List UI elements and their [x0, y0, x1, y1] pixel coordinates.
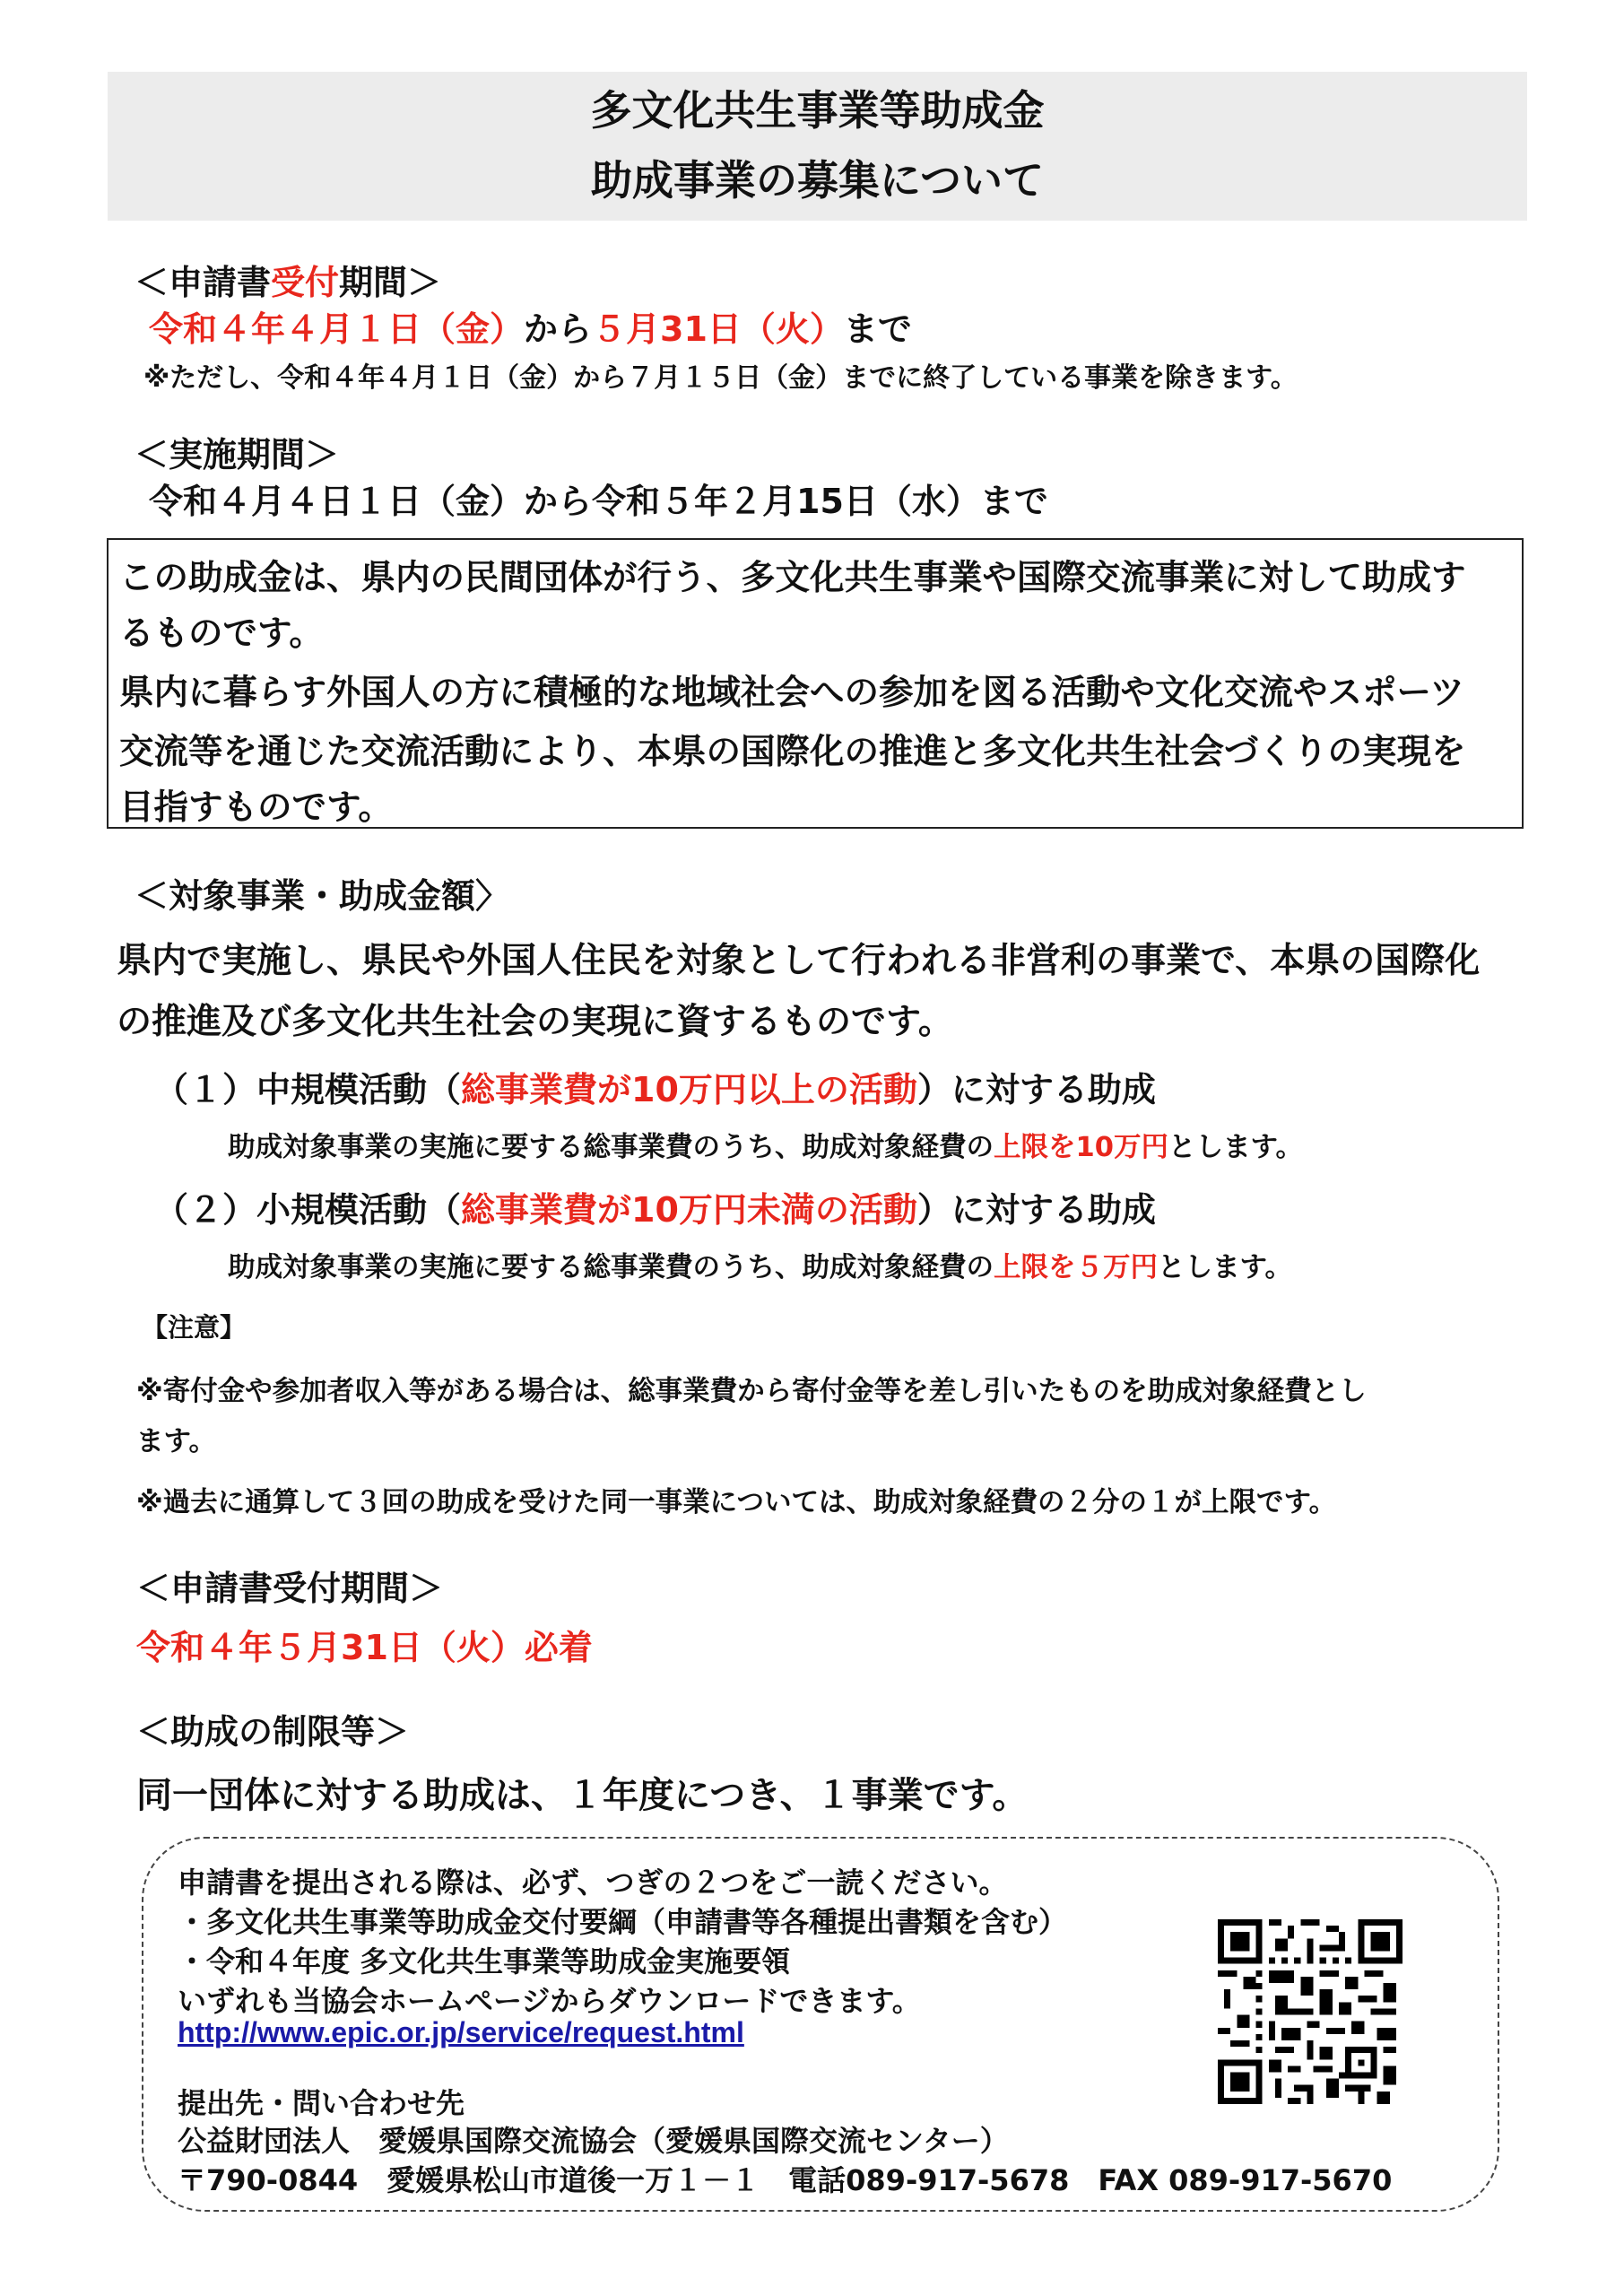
heading-highlight: 受付: [271, 263, 340, 302]
start-date: 令和４年４月１日（金）: [149, 309, 525, 349]
item-label: （２）小規模活動（: [154, 1190, 462, 1230]
download-link[interactable]: http://www.epic.or.jp/service/request.html: [178, 2016, 744, 2048]
medium-activity-detail: [228, 1125, 1303, 1164]
detail-text: とします。: [1168, 1132, 1304, 1163]
caution-note: ます。: [136, 1426, 217, 1457]
item-label: ）に対する助成: [916, 1070, 1156, 1109]
info-line: いずれも当協会ホームページからダウンロードできます。: [178, 1984, 921, 2018]
small-activity-detail: [228, 1245, 1292, 1284]
implementation-period-heading: ＜実施期間＞: [135, 435, 340, 474]
application-period-dates: [149, 301, 912, 351]
item-label: （１）中規模活動（: [154, 1070, 462, 1109]
intro-line: 目指すものです。: [119, 787, 393, 828]
item-label: ）に対する助成: [916, 1190, 1156, 1230]
info-line: ・令和４年度 多文化共生事業等助成金実施要領: [178, 1944, 791, 1979]
implementation-period-text: 令和４月４日１日（金）から令和５年２月15日（水）まで: [149, 482, 1048, 521]
target-heading: ＜対象事業・助成金額〉: [135, 876, 510, 916]
target-description: の推進及び多文化共生社会の実現に資するものです。: [117, 1002, 953, 1042]
intro-line: るものです。: [119, 613, 324, 654]
detail-text: とします。: [1158, 1252, 1293, 1283]
caution-heading: 【注意】: [142, 1312, 247, 1343]
date-suffix: まで: [843, 309, 912, 349]
qr-code-icon[interactable]: [1218, 1919, 1403, 2104]
end-date: ５月31日（火）: [592, 309, 844, 349]
detail-text: 助成対象事業の実施に要する総事業費のうち、助成対象経費の: [228, 1252, 994, 1283]
page-subtitle: 助成事業の募集について: [590, 156, 1045, 204]
deadline-heading: ＜申請書受付期間＞: [136, 1569, 444, 1608]
intro-box: [107, 538, 1524, 829]
deadline-text: 令和４年５月31日（火）必着: [136, 1628, 593, 1667]
contact-heading: 提出先・問い合わせ先: [178, 2086, 465, 2120]
detail-highlight: 上限を５万円: [994, 1252, 1158, 1283]
caution-note: ※寄付金や参加者収入等がある場合は、総事業費から寄付金等を差し引いたものを助成対象経費とし: [136, 1376, 1367, 1407]
page-title: 多文化共生事業等助成金: [590, 86, 1045, 135]
detail-text: 助成対象事業の実施に要する総事業費のうち、助成対象経費の: [228, 1132, 994, 1163]
intro-line: この助成金は、県内の民間団体が行う、多文化共生事業や国際交流事業に対して助成す: [119, 558, 1466, 598]
date-connector: から: [524, 309, 593, 349]
contact-address: 〒790-0844 愛媛県松山市道後一万１－１ 電話089-917-5678 FAX 089-917-5670: [178, 2163, 1393, 2197]
limits-heading: ＜助成の制限等＞: [136, 1712, 410, 1752]
small-activity-item: [154, 1182, 1156, 1231]
info-line: 申請書を提出される際は、必ず、つぎの２つをご一読ください。: [178, 1866, 1008, 1900]
heading-text: ＜申請書: [135, 263, 272, 302]
caution-note: ※過去に通算して３回の助成を受けた同一事業については、助成対象経費の２分の１が上限です。: [136, 1487, 1337, 1518]
application-period-heading: [135, 255, 441, 304]
detail-highlight: 上限を10万円: [994, 1132, 1168, 1163]
application-period-note: ※ただし、令和４年４月１日（金）から７月１５日（金）までに終了している事業を除きます。: [143, 362, 1298, 394]
target-description: 県内で実施し、県民や外国人住民を対象として行われる非営利の事業で、本県の国際化: [117, 941, 1481, 981]
item-highlight: 総事業費が10万円未満の活動: [461, 1190, 917, 1230]
medium-activity-item: [154, 1062, 1156, 1111]
intro-line: 県内に暮らす外国人の方に積極的な地域社会への参加を図る活動や文化交流やスポーツ: [119, 673, 1464, 713]
intro-line: 交流等を通じた交流活動により、本県の国際化の推進と多文化共生社会づくりの実現を: [119, 732, 1466, 772]
limits-text: 同一団体に対する助成は、１年度につき、１事業です。: [136, 1775, 1029, 1816]
info-line: ・多文化共生事業等助成金交付要綱（申請書等各種提出書類を含む）: [178, 1905, 1068, 1939]
title-banner: [108, 72, 1527, 221]
heading-text: 期間＞: [339, 263, 442, 302]
contact-org: 公益財団法人 愛媛県国際交流協会（愛媛県国際交流センター）: [178, 2124, 1009, 2158]
item-highlight: 総事業費が10万円以上の活動: [461, 1070, 917, 1109]
